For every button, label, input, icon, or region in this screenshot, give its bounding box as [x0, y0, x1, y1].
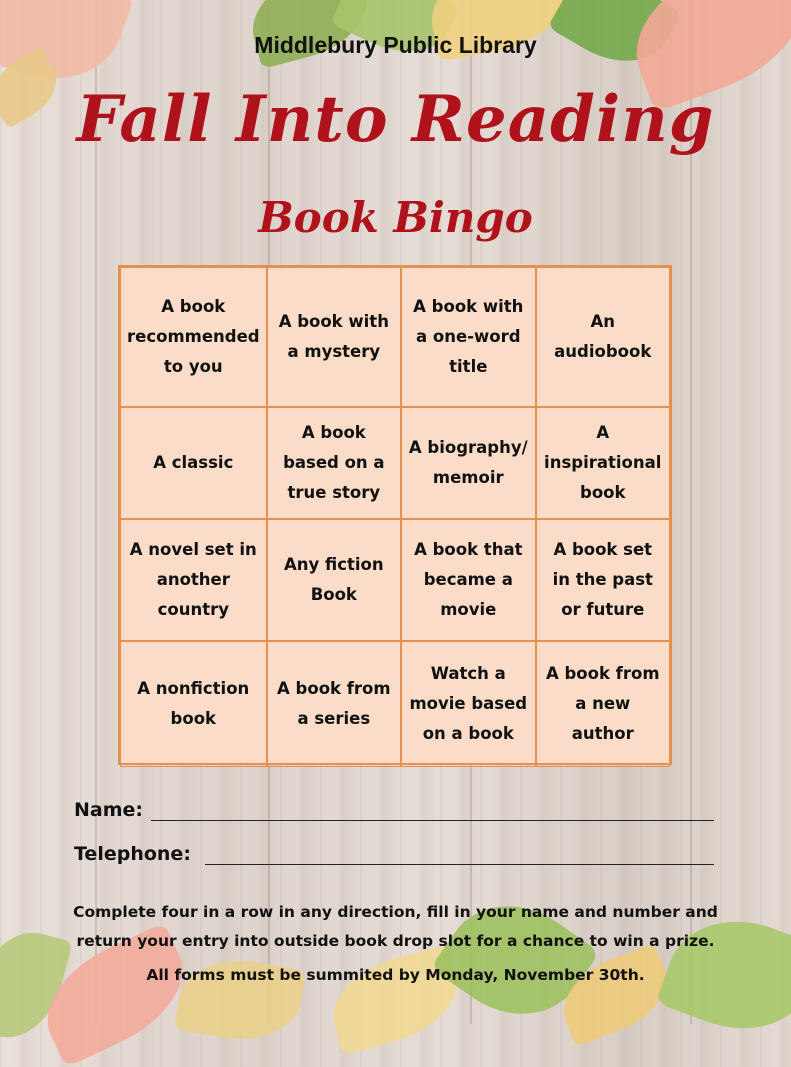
instructions-text: Complete four in a row in any direction, fill in your name and number and return your entry into outside book drop slot for a chance to win a prize.: [73, 903, 718, 950]
bingo-square[interactable]: A book that became a movie: [401, 519, 535, 641]
page-subtitle: Book Bingo: [258, 193, 533, 242]
bingo-square[interactable]: A book based on a true story: [267, 407, 401, 519]
bingo-card: [118, 265, 672, 765]
bingo-square[interactable]: A book from a new author: [536, 641, 670, 767]
name-label: Name:: [74, 799, 144, 821]
telephone-label: Telephone:: [74, 843, 191, 865]
bingo-square[interactable]: A book with a mystery: [267, 267, 401, 407]
bingo-square[interactable]: Watch a movie based on a book: [401, 641, 535, 767]
deadline-text: All forms must be summited by Monday, November 30th.: [146, 966, 645, 984]
bingo-square[interactable]: A book recommended to you: [120, 267, 267, 407]
bingo-square[interactable]: A book from a series: [267, 641, 401, 767]
page-title: Fall Into Reading: [76, 82, 715, 157]
name-field[interactable]: [151, 800, 714, 821]
telephone-row: [74, 839, 714, 865]
bingo-square[interactable]: A biography/ memoir: [401, 407, 535, 519]
bingo-square[interactable]: A book with a one-word title: [401, 267, 535, 407]
entry-form: [74, 795, 714, 883]
library-name: Middlebury Public Library: [254, 32, 537, 58]
bingo-square[interactable]: A book set in the past or future: [536, 519, 670, 641]
bingo-square[interactable]: An audiobook: [536, 267, 670, 407]
bingo-square[interactable]: Any fiction Book: [267, 519, 401, 641]
name-row: [74, 795, 714, 821]
bingo-square[interactable]: A classic: [120, 407, 267, 519]
bingo-square[interactable]: A inspirational book: [536, 407, 670, 519]
telephone-field[interactable]: [205, 844, 714, 865]
bingo-square[interactable]: A nonfiction book: [120, 641, 267, 767]
bingo-square[interactable]: A novel set in another country: [120, 519, 267, 641]
